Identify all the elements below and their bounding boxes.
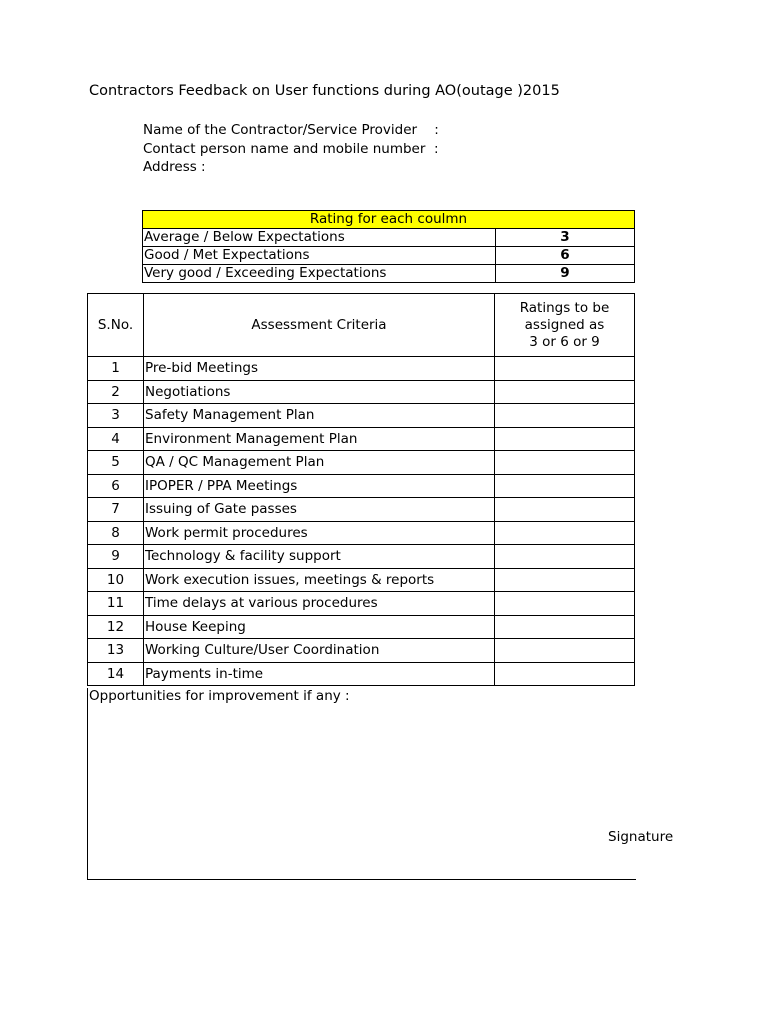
row-rating-input-cell[interactable]	[495, 545, 635, 569]
criteria-column-header: Assessment Criteria	[144, 294, 495, 357]
rating-scale-value: 6	[496, 247, 635, 265]
criteria-body	[88, 357, 635, 686]
contractor-info-block	[143, 121, 439, 177]
rating-scale-label: Very good / Exceeding Expectations	[143, 265, 496, 283]
ratings-header-line: Ratings to be	[519, 299, 610, 316]
row-criteria-cell: Issuing of Gate passes	[144, 498, 495, 522]
row-sno-cell: 13	[88, 639, 144, 663]
sno-column-header: S.No.	[88, 294, 144, 357]
row-criteria-cell: Time delays at various procedures	[144, 592, 495, 616]
table-row	[88, 357, 635, 381]
row-rating-input-cell[interactable]	[495, 380, 635, 404]
assessment-criteria-table	[87, 293, 635, 686]
row-sno-cell: 1	[88, 357, 144, 381]
row-criteria-cell: Technology & facility support	[144, 545, 495, 569]
row-rating-input-cell[interactable]	[495, 427, 635, 451]
row-criteria-cell: QA / QC Management Plan	[144, 451, 495, 475]
document-title: Contractors Feedback on User functions during AO(outage )2015	[89, 83, 560, 99]
row-rating-input-cell[interactable]	[495, 639, 635, 663]
row-rating-input-cell[interactable]	[495, 568, 635, 592]
improvement-section	[87, 688, 674, 880]
row-rating-input-cell[interactable]	[495, 592, 635, 616]
rating-scale-table	[142, 210, 635, 283]
rating-scale-row	[143, 229, 635, 247]
contact-person-field: Contact person name and mobile number :	[143, 140, 439, 157]
improvement-label: Opportunities for improvement if any :	[89, 688, 350, 704]
row-sno-cell: 10	[88, 568, 144, 592]
table-row	[88, 545, 635, 569]
table-row	[88, 380, 635, 404]
row-sno-cell: 3	[88, 404, 144, 428]
row-sno-cell: 8	[88, 521, 144, 545]
row-criteria-cell: Payments in-time	[144, 662, 495, 686]
signature-label: Signature	[608, 829, 674, 845]
row-rating-input-cell[interactable]	[495, 357, 635, 381]
rating-scale-label: Good / Met Expectations	[143, 247, 496, 265]
row-criteria-cell: Safety Management Plan	[144, 404, 495, 428]
row-rating-input-cell[interactable]	[495, 521, 635, 545]
table-row	[88, 615, 635, 639]
rating-scale-row	[143, 247, 635, 265]
row-rating-input-cell[interactable]	[495, 615, 635, 639]
table-row	[88, 662, 635, 686]
row-sno-cell: 6	[88, 474, 144, 498]
row-sno-cell: 5	[88, 451, 144, 475]
rating-scale-value: 9	[496, 265, 635, 283]
contractor-name-field: Name of the Contractor/Service Provider :	[143, 122, 439, 138]
ratings-column-header	[495, 294, 635, 357]
row-rating-input-cell[interactable]	[495, 662, 635, 686]
row-rating-input-cell[interactable]	[495, 474, 635, 498]
row-criteria-cell: Work permit procedures	[144, 521, 495, 545]
row-rating-input-cell[interactable]	[495, 404, 635, 428]
table-row	[88, 427, 635, 451]
row-rating-input-cell[interactable]	[495, 498, 635, 522]
row-criteria-cell: Working Culture/User Coordination	[144, 639, 495, 663]
rating-scale-label: Average / Below Expectations	[143, 229, 496, 247]
row-sno-cell: 9	[88, 545, 144, 569]
row-sno-cell: 7	[88, 498, 144, 522]
rating-scale-header: Rating for each coulmn	[143, 211, 635, 229]
row-criteria-cell: House Keeping	[144, 615, 495, 639]
table-row	[88, 592, 635, 616]
rating-scale-value: 3	[496, 229, 635, 247]
table-row	[88, 474, 635, 498]
ratings-header-line: assigned as	[524, 316, 605, 333]
row-criteria-cell: Work execution issues, meetings & reports	[144, 568, 495, 592]
row-rating-input-cell[interactable]	[495, 451, 635, 475]
table-row	[88, 639, 635, 663]
table-row	[88, 404, 635, 428]
table-row	[88, 451, 635, 475]
row-sno-cell: 4	[88, 427, 144, 451]
rating-scale-row	[143, 265, 635, 283]
table-row	[88, 568, 635, 592]
row-criteria-cell: Negotiations	[144, 380, 495, 404]
row-sno-cell: 12	[88, 615, 144, 639]
criteria-header-row	[88, 294, 635, 357]
ratings-header-line: 3 or 6 or 9	[529, 333, 600, 350]
row-criteria-cell: Environment Management Plan	[144, 427, 495, 451]
row-sno-cell: 11	[88, 592, 144, 616]
table-row	[88, 521, 635, 545]
table-row	[88, 498, 635, 522]
row-criteria-cell: Pre-bid Meetings	[144, 357, 495, 381]
address-field: Address :	[143, 159, 206, 175]
row-criteria-cell: IPOPER / PPA Meetings	[144, 474, 495, 498]
row-sno-cell: 14	[88, 662, 144, 686]
row-sno-cell: 2	[88, 380, 144, 404]
